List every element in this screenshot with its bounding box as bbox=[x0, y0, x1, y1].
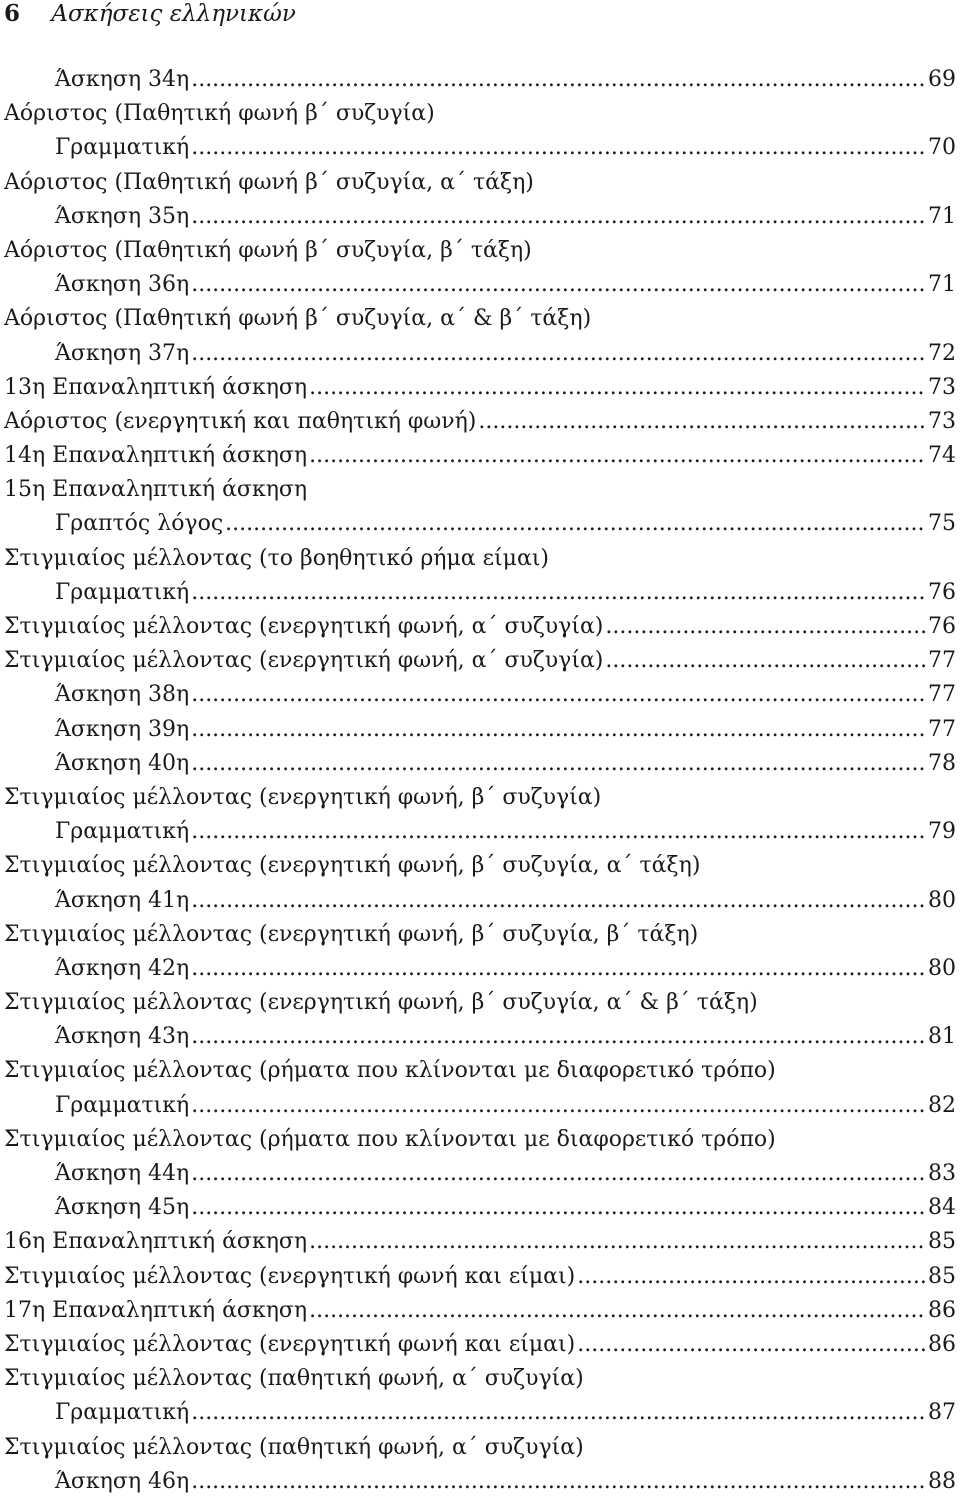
toc-page-number: 71 bbox=[928, 203, 956, 229]
toc-page-number: 83 bbox=[928, 1161, 956, 1186]
toc-page-number: 88 bbox=[928, 1468, 956, 1494]
toc-page-number: 79 bbox=[928, 819, 956, 845]
toc-row[interactable] bbox=[4, 576, 956, 610]
toc-row[interactable] bbox=[4, 610, 956, 644]
toc-entry-label: Άσκηση 39η bbox=[55, 716, 190, 742]
toc-entry-label: Άσκηση 43η bbox=[55, 1024, 190, 1050]
toc-row[interactable] bbox=[4, 884, 956, 918]
page-number: 6 bbox=[4, 0, 21, 27]
dot-leader bbox=[309, 1294, 926, 1328]
toc-row bbox=[4, 1362, 956, 1396]
toc-entry-label: Άσκηση 35η bbox=[55, 203, 190, 229]
toc-row[interactable] bbox=[4, 337, 956, 371]
toc-row bbox=[4, 473, 956, 507]
toc-entry-label: Στιγμιαίος μέλλοντας (ενεργητική φωνή και είμαι) bbox=[4, 1331, 576, 1357]
toc-entry-label: Γραμματική bbox=[55, 1092, 190, 1118]
toc-entry-label: Άσκηση 46η bbox=[55, 1468, 190, 1494]
toc-entry-label: Γραπτός λόγος bbox=[55, 511, 224, 537]
toc-row bbox=[4, 166, 956, 200]
dot-leader bbox=[309, 371, 926, 405]
toc-page-number: 75 bbox=[928, 511, 956, 537]
toc-row bbox=[4, 542, 956, 576]
dot-leader bbox=[191, 200, 926, 234]
dot-leader bbox=[191, 131, 926, 165]
dot-leader bbox=[191, 337, 926, 371]
toc-row[interactable] bbox=[4, 1157, 956, 1191]
toc-entry-label: Στιγμιαίος μέλλοντας (το βοηθητικό ρήμα είμαι) bbox=[4, 545, 550, 571]
toc-entry-label: Άσκηση 36η bbox=[55, 272, 190, 298]
toc-row[interactable] bbox=[4, 131, 956, 165]
toc-page-number: 77 bbox=[928, 716, 956, 742]
toc-row bbox=[4, 302, 956, 336]
toc-page-number: 85 bbox=[928, 1229, 956, 1255]
toc-page-number: 77 bbox=[928, 648, 956, 674]
toc-entry-label: Γραμματική bbox=[55, 135, 190, 161]
page-header bbox=[4, 0, 296, 28]
toc-page-number: 71 bbox=[928, 272, 956, 298]
toc-entry-label: Άσκηση 38η bbox=[55, 682, 190, 708]
dot-leader bbox=[577, 1260, 926, 1294]
toc-entry-label: 17η Επαναληπτική άσκηση bbox=[4, 1297, 308, 1323]
toc-row[interactable] bbox=[4, 200, 956, 234]
toc-page-number: 82 bbox=[928, 1092, 956, 1118]
toc-entry-label: Αόριστος (ενεργητική και παθητική φωνή) bbox=[4, 408, 477, 434]
toc-entry-label: Άσκηση 42η bbox=[55, 955, 190, 981]
toc-entry-label: Αόριστος (Παθητική φωνή β΄ συζυγία, α΄ τάξη) bbox=[4, 169, 534, 195]
dot-leader bbox=[191, 1191, 926, 1225]
toc-entry-label: Στιγμιαίος μέλλοντας (ρήματα που κλίνονται με διαφορετικό τρόπο) bbox=[4, 1126, 776, 1152]
toc-page-number: 77 bbox=[928, 682, 956, 708]
toc-row[interactable] bbox=[4, 439, 956, 473]
toc-row[interactable] bbox=[4, 268, 956, 302]
toc-entry-label: Στιγμιαίος μέλλοντας (ενεργητική φωνή, α΄ συζυγία) bbox=[4, 648, 604, 674]
dot-leader bbox=[191, 1465, 926, 1499]
toc-entry-label: Άσκηση 44η bbox=[55, 1161, 190, 1186]
toc-row[interactable] bbox=[4, 678, 956, 712]
toc-entry-label: 14η Επαναληπτική άσκηση bbox=[4, 443, 308, 469]
dot-leader bbox=[605, 610, 926, 644]
toc-page-number: 73 bbox=[928, 408, 956, 434]
toc-row[interactable] bbox=[4, 1089, 956, 1123]
toc-page-number: 86 bbox=[928, 1331, 956, 1357]
toc-page-number: 85 bbox=[928, 1263, 956, 1289]
dot-leader bbox=[191, 678, 926, 712]
toc-entry-label: Στιγμιαίος μέλλοντας (ενεργητική φωνή, β΄ συζυγία) bbox=[4, 784, 602, 810]
toc-row[interactable] bbox=[4, 1328, 956, 1362]
toc-entry-label: Στιγμιαίος μέλλοντας (ενεργητική φωνή, β΄ συζυγία, β΄ τάξη) bbox=[4, 921, 699, 947]
toc-entry-label: Αόριστος (Παθητική φωνή β΄ συζυγία, α΄ & β΄ τάξη) bbox=[4, 306, 592, 332]
toc-row[interactable] bbox=[4, 1225, 956, 1259]
dot-leader bbox=[191, 815, 926, 849]
toc-entry-label: Στιγμιαίος μέλλοντας (παθητική φωνή, α΄ συζυγία) bbox=[4, 1366, 584, 1392]
toc-entry-label: Άσκηση 40η bbox=[55, 750, 190, 776]
toc-row[interactable] bbox=[4, 507, 956, 541]
dot-leader bbox=[191, 1157, 926, 1191]
toc-page-number: 80 bbox=[928, 887, 956, 913]
toc-row bbox=[4, 986, 956, 1020]
toc-row bbox=[4, 849, 956, 883]
toc-row bbox=[4, 234, 956, 268]
toc-row[interactable] bbox=[4, 1396, 956, 1430]
toc-entry-label: Στιγμιαίος μέλλοντας (ενεργητική φωνή, β΄ συζυγία, α΄ τάξη) bbox=[4, 853, 701, 879]
dot-leader bbox=[478, 405, 926, 439]
dot-leader bbox=[191, 1089, 926, 1123]
toc-entry-label: 16η Επαναληπτική άσκηση bbox=[4, 1229, 308, 1255]
toc-entry-label: Στιγμιαίος μέλλοντας (ενεργητική φωνή και είμαι) bbox=[4, 1263, 576, 1289]
toc-page-number: 76 bbox=[928, 614, 956, 639]
toc-entry-label: Άσκηση 34η bbox=[55, 67, 190, 92]
toc-entry-label: Στιγμιαίος μέλλοντας (παθητική φωνή, α΄ συζυγία) bbox=[4, 1434, 584, 1460]
dot-leader bbox=[309, 439, 926, 473]
toc-entry-label: Γραμματική bbox=[55, 819, 190, 845]
dot-leader bbox=[225, 507, 926, 541]
dot-leader bbox=[191, 952, 926, 986]
dot-leader bbox=[191, 1396, 926, 1430]
dot-leader bbox=[191, 268, 926, 302]
toc-row[interactable] bbox=[4, 1465, 956, 1499]
running-title: Ασκήσεις ελληνικών bbox=[51, 1, 296, 27]
toc-row[interactable] bbox=[4, 713, 956, 747]
toc-page-number: 70 bbox=[928, 135, 956, 161]
dot-leader bbox=[191, 884, 926, 918]
dot-leader bbox=[577, 1328, 926, 1362]
toc-row[interactable] bbox=[4, 1191, 956, 1225]
toc-row[interactable] bbox=[4, 63, 956, 97]
toc-entry-label: Γραμματική bbox=[55, 1400, 190, 1426]
toc-row[interactable] bbox=[4, 747, 956, 781]
toc-page-number: 69 bbox=[928, 67, 956, 92]
toc-entry-label: Άσκηση 37η bbox=[55, 340, 190, 366]
toc-row[interactable] bbox=[4, 1294, 956, 1328]
toc-entry-label: Άσκηση 41η bbox=[55, 887, 190, 913]
toc-entry-label: Αόριστος (Παθητική φωνή β΄ συζυγία, β΄ τάξη) bbox=[4, 237, 532, 263]
toc-row bbox=[4, 918, 956, 952]
toc-row[interactable] bbox=[4, 371, 956, 405]
toc-page-number: 72 bbox=[928, 340, 956, 366]
dot-leader bbox=[191, 1020, 926, 1054]
toc-page-number: 86 bbox=[928, 1297, 956, 1323]
toc-entry-label: Αόριστος (Παθητική φωνή β΄ συζυγία) bbox=[4, 101, 435, 127]
dot-leader bbox=[191, 713, 926, 747]
toc-entry-label: Στιγμιαίος μέλλοντας (ρήματα που κλίνονται με διαφορετικό τρόπο) bbox=[4, 1058, 776, 1084]
toc-page-number: 74 bbox=[928, 443, 956, 469]
toc-page-number: 84 bbox=[928, 1195, 956, 1221]
dot-leader bbox=[605, 644, 926, 678]
toc-row[interactable] bbox=[4, 405, 956, 439]
toc-entry-label: Γραμματική bbox=[55, 579, 190, 605]
toc-entry-label: 13η Επαναληπτική άσκηση bbox=[4, 374, 308, 400]
toc-row bbox=[4, 1123, 956, 1157]
toc-row bbox=[4, 1054, 956, 1088]
toc-page-number: 73 bbox=[928, 374, 956, 400]
toc-entry-label: 15η Επαναληπτική άσκηση bbox=[4, 477, 308, 503]
dot-leader bbox=[191, 747, 926, 781]
toc-entry-label: Άσκηση 45η bbox=[55, 1195, 190, 1221]
toc-row bbox=[4, 1431, 956, 1465]
toc-entry-label: Στιγμιαίος μέλλοντας (ενεργητική φωνή, β΄ συζυγία, α΄ & β΄ τάξη) bbox=[4, 990, 758, 1016]
toc-page-number: 81 bbox=[928, 1024, 956, 1050]
toc-row[interactable] bbox=[4, 815, 956, 849]
toc-page-number: 87 bbox=[928, 1400, 956, 1426]
dot-leader bbox=[309, 1225, 926, 1259]
toc-row[interactable] bbox=[4, 1260, 956, 1294]
table-of-contents bbox=[4, 63, 956, 1499]
toc-row[interactable] bbox=[4, 952, 956, 986]
toc-row[interactable] bbox=[4, 1020, 956, 1054]
toc-entry-label: Στιγμιαίος μέλλοντας (ενεργητική φωνή, α΄ συζυγία) bbox=[4, 614, 604, 639]
toc-row[interactable] bbox=[4, 644, 956, 678]
dot-leader bbox=[191, 576, 926, 610]
toc-row bbox=[4, 781, 956, 815]
toc-row bbox=[4, 97, 956, 131]
dot-leader bbox=[191, 63, 926, 97]
toc-page-number: 76 bbox=[928, 579, 956, 605]
toc-page-number: 78 bbox=[928, 750, 956, 776]
toc-page-number: 80 bbox=[928, 955, 956, 981]
